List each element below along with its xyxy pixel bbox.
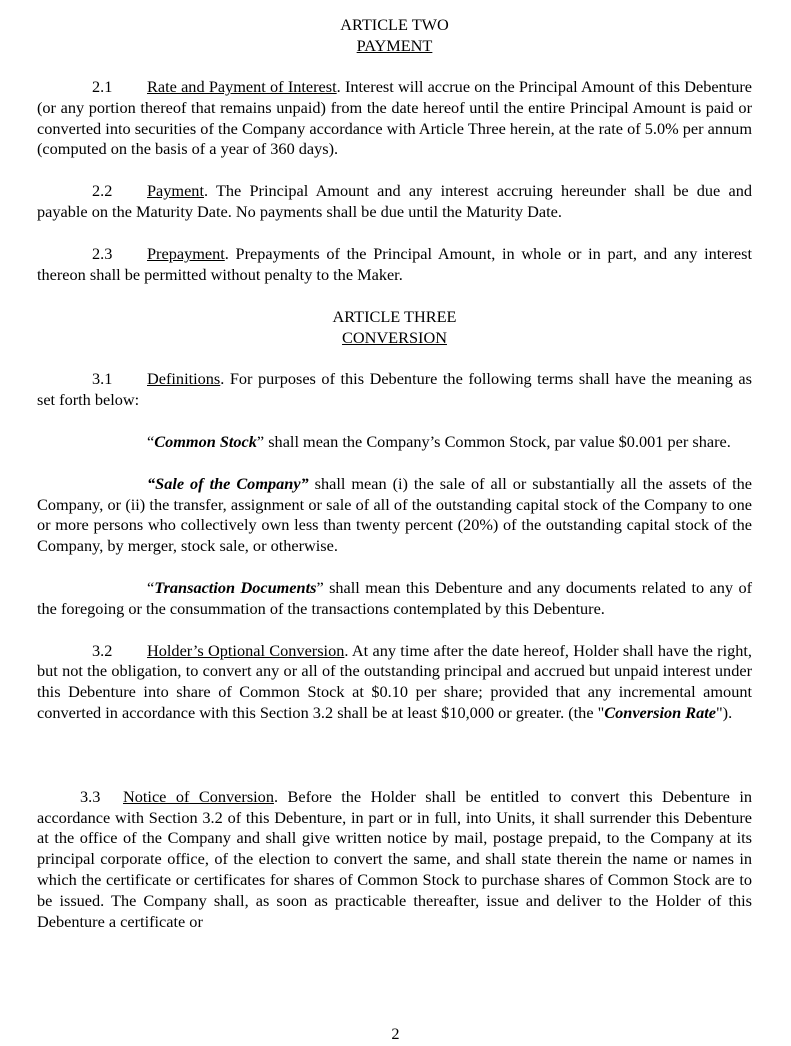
page-number: 2 xyxy=(391,1024,400,1043)
section-title: Rate and Payment of Interest xyxy=(147,77,337,96)
section-text: . Interest will accrue on the Principal Amount of this Debenture (or any portion thereof that remains unpaid) from the date hereof until the entire Principal Amount is paid or converted into securities of the Company accordance with Article Three herein, at the rate of 5.0% per annum (computed on the basis of a year of 360 days). xyxy=(37,77,753,159)
definition-term: Common Stock xyxy=(154,431,257,451)
section-number: 2.1 xyxy=(92,77,113,96)
article-two-heading xyxy=(37,14,752,56)
defined-term: Conversion Rate xyxy=(604,702,716,722)
article-two-title: ARTICLE TWO xyxy=(340,15,449,34)
section-text: . At any time after the date hereof, Holder shall have the right, but not the obligation, to convert any or all of the outstanding principal and accrued but unpaid interest under this Debenture into share of Common Stock at $0.10 per share; provided that any incremental amount converted in accordance with this Section 3.2 shall be at least $10,000 or greater. (the " xyxy=(37,640,752,722)
section-number: 3.2 xyxy=(92,640,113,660)
article-three-subtitle: CONVERSION xyxy=(342,328,447,348)
section-number: 3.1 xyxy=(92,369,113,389)
section-title: Holder’s Optional Conversion xyxy=(147,640,345,660)
article-three-title: ARTICLE THREE xyxy=(332,307,457,327)
definition-term: “Sale of the Company” xyxy=(147,473,309,493)
section-title: Definitions xyxy=(147,369,221,389)
section-2-1 xyxy=(37,77,752,160)
definition-common-stock xyxy=(37,432,752,453)
definition-text: ” shall mean the Company’s Common Stock, par value $0.001 per share. xyxy=(256,431,731,451)
section-text: . The Principal Amount and any interest accruing hereunder shall be due and payable on the Maturity Date. No payments shall be due until the Maturity Date. xyxy=(37,181,752,221)
section-2-3 xyxy=(37,244,752,286)
section-number: 2.3 xyxy=(92,243,113,263)
section-2-2 xyxy=(37,181,752,223)
document-page xyxy=(37,14,752,932)
section-3-3 xyxy=(37,787,752,933)
definition-text: shall mean (i) the sale of all or substantially all the assets of the Company, or (ii) the transfer, assignment or sale of all of the outstanding capital stock of the Company to one or more persons who collectively own less than twenty percent (20%) of the outstanding capital stock of the Company, by merger, stock sale, or otherwise. xyxy=(37,473,752,556)
section-title: Prepayment xyxy=(147,243,225,263)
definition-term: Transaction Documents xyxy=(154,577,317,597)
article-two-subtitle: PAYMENT xyxy=(356,36,433,55)
section-title: Payment xyxy=(147,181,204,201)
section-title: Notice of Conversion xyxy=(123,786,274,806)
definition-open-quote: “ xyxy=(147,577,155,597)
definition-text: ” shall mean this Debenture and any documents related to any of the foregoing or the consummation of the transactions contemplated by this Debenture. xyxy=(37,577,753,618)
definition-sale-of-company xyxy=(37,474,752,557)
section-text: . Prepayments of the Principal Amount, in whole or in part, and any interest thereon shall be permitted without penalty to the Maker. xyxy=(37,243,752,284)
section-number: 3.3 xyxy=(80,786,101,806)
section-number: 2.2 xyxy=(92,181,113,201)
section-3-2 xyxy=(37,641,752,724)
section-text: . Before the Holder shall be entitled to convert this Debenture in accordance with Section 3.2 of this Debenture, in part or in full, into Units, it shall surrender this Debenture at the office of the Company and shall give written notice by mail, postage prepaid, to the Company at its principal corporate office, of the election to convert the same, and shall state therein the name or names in which the certificate or certificates for shares of Common Stock to purchase shares of Common Stock are to be issued. The Company shall, as soon as practicable thereafter, issue and deliver to the Holder of this Debenture a certificate or xyxy=(37,786,752,931)
section-text-close: "). xyxy=(716,702,733,722)
definition-open-quote: “ xyxy=(147,431,155,451)
section-3-1 xyxy=(37,369,752,411)
definition-transaction-documents xyxy=(37,578,752,620)
article-three-heading xyxy=(37,306,752,348)
section-text: . For purposes of this Debenture the following terms shall have the meaning as set forth below: xyxy=(37,369,752,410)
